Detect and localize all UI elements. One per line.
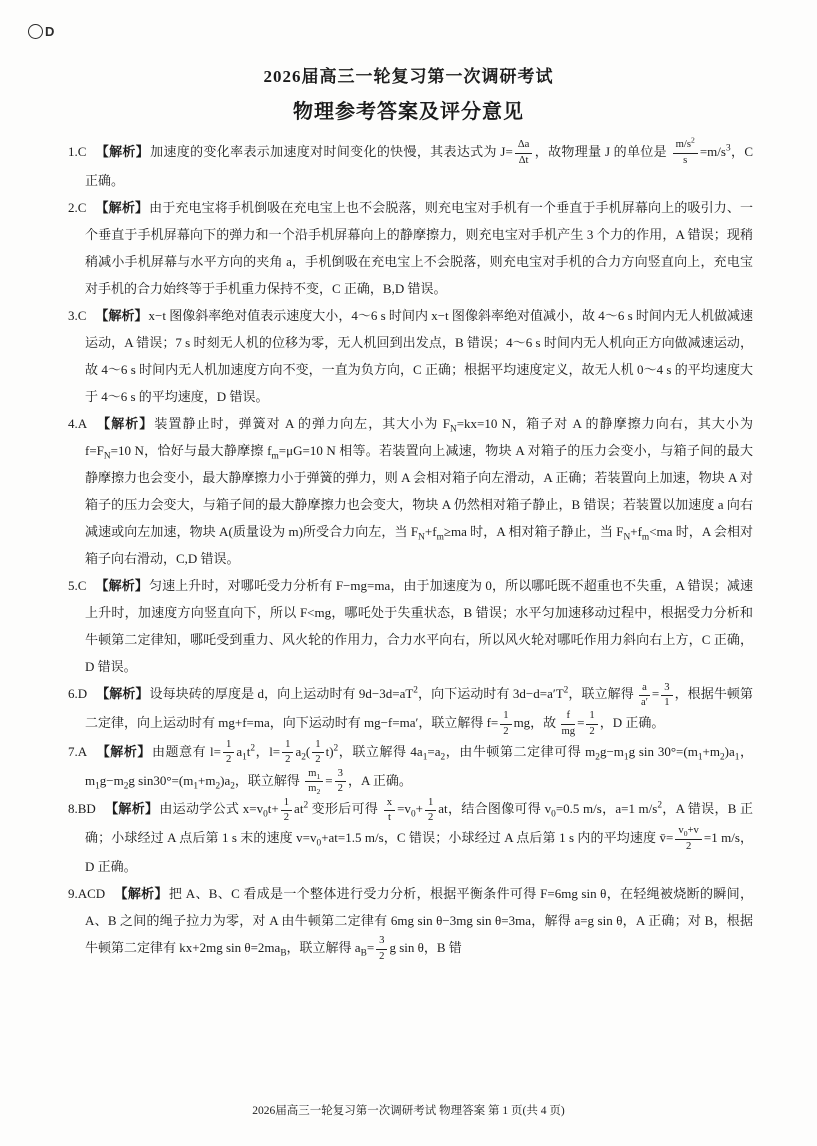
item-label: 9.ACD xyxy=(68,885,106,901)
item-label: 6.D xyxy=(68,686,88,702)
analysis-tag: 【解析】 xyxy=(104,801,159,817)
analysis-tag: 【解析】 xyxy=(114,885,168,901)
item-label: 8.BD xyxy=(68,801,96,817)
title-block xyxy=(0,0,817,124)
answer-item-5 xyxy=(68,572,753,680)
analysis-text: 设每块砖的厚度是 d，向上运动时有 $9d-3d=aT^2$，向下运动时有 $3d-d=a'T^2$，联立解得 $\frac{a}{a'}$ = $\frac{3}{1}$ ，根据牛顿第二定律，向上运动时有 mg+f=ma，向下运动时有 mg−f=ma′，联立解得 f= $\frac{1}{2}$ mg，故 $\frac{f}{mg}$ = $\frac{1}{2}$ ，D 正确。 xyxy=(85,681,753,737)
analysis-text: x−t 图像斜率绝对值表示速度大小，4～6 s 时间内 x−t 图像斜率绝对值减小，故 4～6 s 时间内无人机做减速运动，A 错误；7 s 时刻无人机的位移为零，无人机回到出发点，B 错误；4～6 s 时间内无人机向正方向做减速运动，故 4～6 s 时间内无人机加速度方向不变，一直为负方向，C 正确；根据平均速度定义，故无人机 0～4 s 的平均速度大于 4～6 s 的平均速度，D 错误。 xyxy=(85,307,753,405)
publisher-logo xyxy=(28,24,54,39)
answer-item-7 xyxy=(68,738,753,796)
analysis-tag: 【解析】 xyxy=(95,578,148,594)
analysis-text: 由题意有 l= $\frac{1}{2}$ $a_1t^2$，l= $\frac{1}{2}$ $a_2$( $\frac{1}{2}$ t)$^2$，联立解得 $4a_1=a_2$，由牛顿第二定律可得 $m_2g-m_1g$ $\sin 30^\circ=(m_1+m_2)a_1$，$m_1g-m_2g$ $\sin 30^\circ=(m_1+m_2)a_2$，联立解得 $\frac{m_1}{m_2}$ = $\frac{3}{2}$ ，A 正确。 xyxy=(85,739,753,797)
item-label: 1.C xyxy=(68,144,87,159)
analysis-tag: 【解析】 xyxy=(96,686,149,702)
answer-item-4 xyxy=(68,410,753,572)
item-label: 5.C xyxy=(68,578,87,594)
analysis-text: 装置静止时，弹簧对 A 的弹力向左，其大小为 $F_N=kx=10$ N，箱子对 A 的静摩擦力向右，其大小为 $f=F_N=10$ N，恰好与最大静摩擦 $f_m=\mu G=10$ N 相等。若装置向上减速，物块 A 对箱子的压力会变小，与箱子间的最大静摩擦力也会变小，最大静摩擦力小于弹簧的弹力，则 A 会相对箱子向左滑动，A 正确；若装置向上加速，物块 A 对箱子的压力会变大，与箱子间的最大静摩擦力也会变大，物块 A 仍然相对箱子静止，B 错误；若装置以加速度 a 向右减速或向左加速，物块 A(质量设为 m)所受合力向左，当 $F_N+f_m\ge ma$ 时，A 相对箱子静止，当 $F_N+f_m<ma$ 时，A 会相对箱子向右滑动，C,D 错误。 xyxy=(85,416,754,567)
answer-item-9 xyxy=(68,880,753,963)
analysis-text: 由于充电宝将手机倒吸在充电宝上也不会脱落，则充电宝对手机有一个垂直于手机屏幕向上的吸引力、一个垂直于手机屏幕向下的弹力和一个沿手机屏幕向上的静摩擦力，则充电宝对手机产生 3 个力的作用，A 错误；现稍稍减小手机屏幕与水平方向的夹角 a，手机倒吸在充电宝上不会脱落，则充电宝对手机的合力方向竖直向上，充电宝对手机的合力始终等于手机重力保持不变，C 正确，B,D 错误。 xyxy=(85,199,753,296)
item-label: 2.C xyxy=(68,199,87,215)
item-label: 7.A xyxy=(68,743,88,759)
logo-circle-icon xyxy=(28,24,43,39)
document-title: 物理参考答案及评分意见 xyxy=(293,101,524,123)
analysis-tag: 【解析】 xyxy=(95,307,148,323)
answer-item-2 xyxy=(68,194,753,302)
item-label: 3.C xyxy=(68,307,87,323)
item-label: 4.A xyxy=(68,416,88,432)
analysis-tag: 【解析】 xyxy=(95,144,150,159)
analysis-tag: 【解析】 xyxy=(95,199,149,215)
logo-letter: D xyxy=(45,24,55,39)
answer-item-1 xyxy=(68,135,753,194)
analysis-text: 加速度的变化率表示加速度对时间变化的快慢，其表达式为 J= $\frac{\Delta a}{\Delta t}$ ，故物理量 J 的单位是 $\frac{m/s^2}{s}$ $=m/s^3$，C 正确。 xyxy=(85,135,753,188)
answer-item-6 xyxy=(68,680,753,738)
answer-list xyxy=(68,135,754,963)
analysis-tag: 【解析】 xyxy=(96,416,154,432)
exam-title: 2026届高三一轮复习第一次调研考试 xyxy=(263,67,554,86)
analysis-text: 匀速上升时，对哪吒受力分析有 F−mg=ma，由于加速度为 0，所以哪吒既不超重也不失重，A 错误；减速上升时，加速度方向竖直向下，所以 F<mg，哪吒处于失重状态，B 错误；水平匀加速移动过程中，根据受力分析和牛顿第二定律知，哪吒受到重力、风火轮的作用力，合力水平向右，所以风火轮对哪吒作用力斜向右上方，C 正确，D 错误。 xyxy=(85,578,753,675)
answer-item-8 xyxy=(68,795,753,880)
answer-item-3 xyxy=(68,302,753,410)
page-footer: 2026届高三一轮复习第一次调研考试 物理答案 第 1 页(共 4 页) xyxy=(252,1105,565,1117)
analysis-tag: 【解析】 xyxy=(96,743,151,759)
analysis-text: 把 A、B、C 看成是一个整体进行受力分析，根据平衡条件可得 F=6mg sin θ，在轻绳被烧断的瞬间，A、B 之间的绳子拉力为零，对 A 由牛顿第二定律有 6mg sin θ−3mg sin θ=3ma，解得 a=g sin θ，A 正确；对 B，根据牛顿第二定律有 kx+2mg $\sin \theta=2ma_B$，联立解得 $a_B=$ $\frac{3}{2}$ g sin θ，B 错 xyxy=(85,885,753,962)
analysis-text: 由运动学公式 $x=v_0t+$ $\frac{1}{2}$ $at^2$ 变形后可得 $\frac{x}{t}$ $=v_0+$ $\frac{1}{2}$ at，结合图像可得 $v_0=0.5$ m/s，a=1 $m/s^2$，A 错误，B 正确；小球经过 A 点后第 1 s 末的速度 $v=v_0+at=1.5$ m/s，C 错误；小球经过 A 点后第 1 s 内的平均速度 v̄= $\frac{v_0+v}{2}$ =1 m/s，D 正确。 xyxy=(85,796,754,874)
